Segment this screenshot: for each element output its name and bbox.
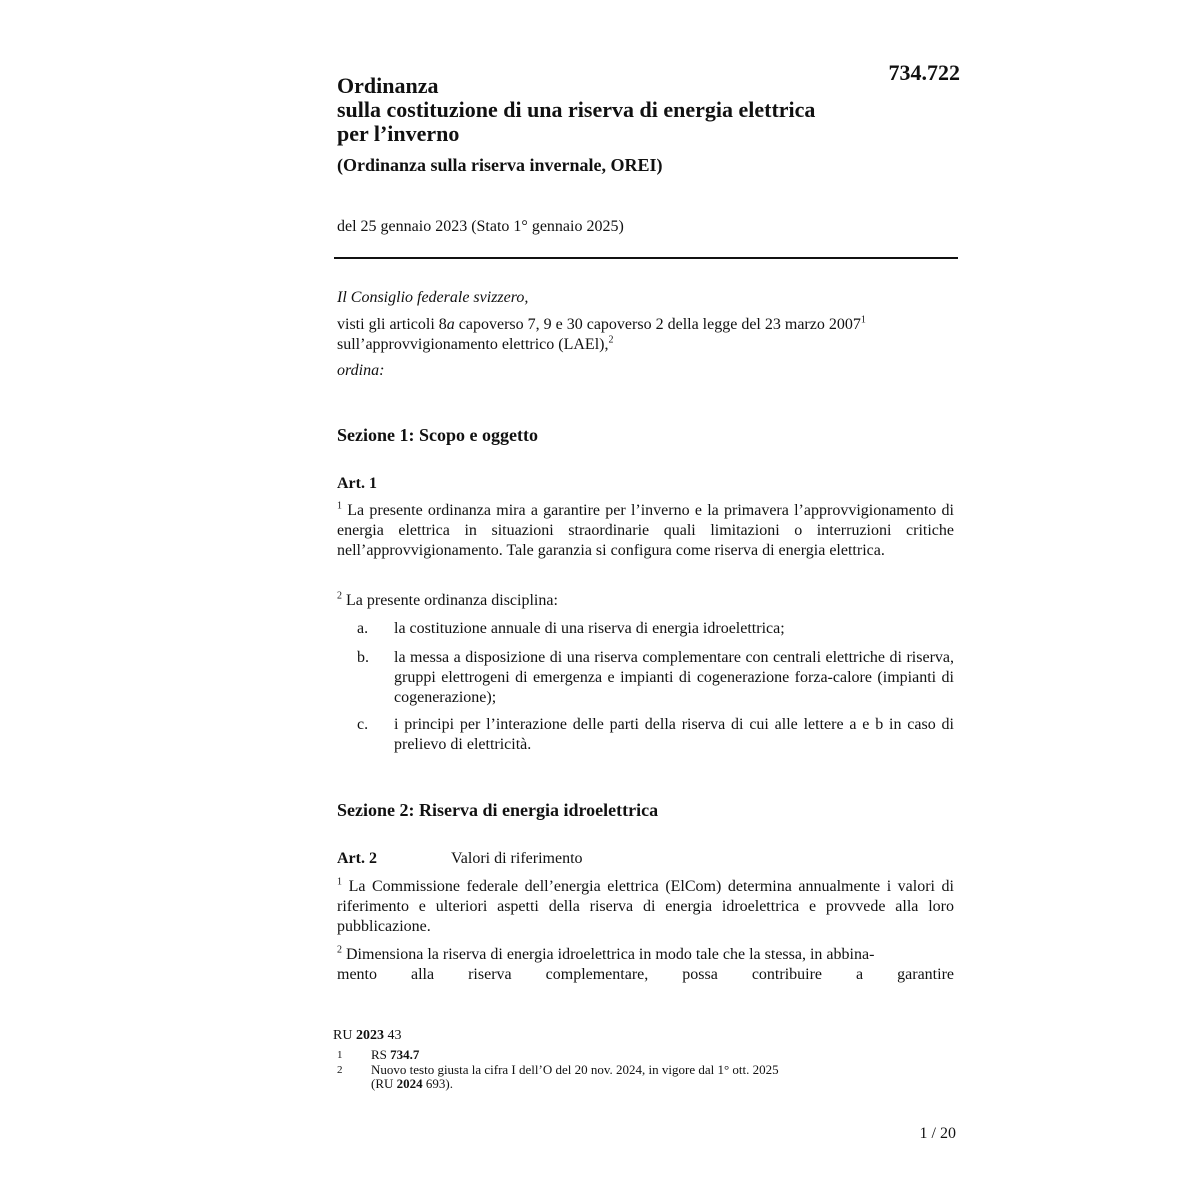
footnote-1 xyxy=(333,1048,933,1062)
document-title xyxy=(337,74,897,146)
list-letter: b. xyxy=(357,649,369,666)
list-text: la costituzione annuale di una riserva di energia idroelettrica; xyxy=(394,620,785,637)
footnote-text-pre: RS xyxy=(371,1047,391,1062)
footnote-number: 2 xyxy=(337,1064,343,1076)
footnote-line-1: Nuovo testo giusta la cifra I dell’O del 20 nov. 2024, in vigore dal 1° ott. 2025 xyxy=(371,1062,779,1077)
paragraph-number: 1 xyxy=(337,500,342,512)
footnote-text xyxy=(371,1048,911,1062)
list-text: la messa a disposizione di una riserva complementare con centrali elettriche di riserva, gruppi elettrogeni di emergenza e impianti di cogenerazione forza-calore (impianti di cogenerazione); xyxy=(394,649,954,706)
paragraph-text: Dimensiona la riserva di energia idroelettrica in modo tale che la stessa, in abbina- xyxy=(346,946,875,963)
list-item-c xyxy=(337,715,957,755)
paragraph-line-1 xyxy=(337,945,954,965)
legal-basis-text-b: capoverso 7, 9 e 30 capoverso 2 della legge del 23 marzo 2007 xyxy=(454,316,861,333)
ru-prefix: RU xyxy=(333,1028,356,1043)
preamble-order: ordina: xyxy=(337,362,385,379)
preamble-legal-basis xyxy=(337,315,977,355)
paragraph-number: 2 xyxy=(337,590,342,602)
legal-basis-text-a: visti gli articoli 8 xyxy=(337,316,447,333)
ru-year: 2023 xyxy=(355,1028,384,1043)
footnote-line-2-pre: (RU xyxy=(371,1076,397,1091)
paragraph-text: La presente ordinanza mira a garantire per l’inverno e la primavera l’approvvigionamento di energia elettrica in situazioni straordinarie quali limitazioni o interruzioni critiche nell’approvvigionamento. Tale garanzia si configura come riserva di energia elettrica. xyxy=(337,502,954,559)
article-1-paragraph-2 xyxy=(337,591,954,611)
date-status-line: del 25 gennaio 2023 (Stato 1° gennaio 2025) xyxy=(337,218,624,235)
article-1-paragraph-1 xyxy=(337,501,954,561)
article-2-paragraph-1 xyxy=(337,877,954,937)
title-line-1: Ordinanza xyxy=(337,73,439,98)
footnote-line-2-post: 693). xyxy=(422,1076,453,1091)
list-item-b xyxy=(337,648,957,708)
article-2-number: Art. 2 xyxy=(337,850,377,867)
section-2-heading: Sezione 2: Riserva di energia idroelettrica xyxy=(337,800,659,820)
legal-basis-italic-letter: a xyxy=(446,316,455,333)
footnote-line-2-bold: 2024 xyxy=(396,1076,423,1091)
section-1-heading: Sezione 1: Scopo e oggetto xyxy=(337,425,538,445)
footnote-line-2 xyxy=(371,1077,911,1091)
legal-basis-line-2 xyxy=(337,335,977,355)
paragraph-text: La presente ordinanza disciplina: xyxy=(346,592,558,609)
footnote-number: 1 xyxy=(337,1049,343,1061)
title-line-2: sulla costituzione di una riserva di energia elettrica xyxy=(337,97,816,122)
preamble-authority: Il Consiglio federale svizzero, xyxy=(337,289,529,306)
list-letter: c. xyxy=(357,716,369,733)
paragraph-number: 1 xyxy=(337,876,342,888)
paragraph-line-2: mento alla riserva complementare, possa contribuire a garantire xyxy=(337,966,954,983)
footnote-2 xyxy=(333,1063,933,1093)
footnote-ref-1[interactable]: 1 xyxy=(860,314,866,326)
short-title: (Ordinanza sulla riserva invernale, OREI) xyxy=(337,155,663,175)
article-1-number: Art. 1 xyxy=(337,475,377,492)
list-item-a xyxy=(337,619,957,639)
title-line-3: per l’inverno xyxy=(337,121,460,146)
header-divider xyxy=(334,257,958,259)
official-compilation-ref xyxy=(333,1027,401,1045)
article-2-title: Valori di riferimento xyxy=(451,850,583,867)
paragraph-number: 2 xyxy=(337,944,342,956)
paragraph-text: La Commissione federale dell’energia elettrica (ElCom) determina annualmente i valori di riferimento e ulteriori aspetti della riserva di energia idroelettrica e provvede alla loro pubblicazione. xyxy=(337,878,955,935)
list-text: i principi per l’interazione delle parti della riserva di cui alle lettere a e b in caso di prelievo di elettricità. xyxy=(394,716,954,753)
sr-number: 734.722 xyxy=(888,60,960,85)
legal-basis-text-c: sull’approvvigionamento elettrico (LAEl), xyxy=(337,336,609,353)
ru-page: 43 xyxy=(383,1028,402,1043)
footnote-text-bold: 734.7 xyxy=(390,1047,420,1062)
legal-basis-line-1 xyxy=(337,315,977,335)
footnote-ref-2[interactable]: 2 xyxy=(608,334,614,346)
article-2-paragraph-2 xyxy=(337,945,954,985)
page-number: 1 / 20 xyxy=(919,1125,956,1142)
list-letter: a. xyxy=(357,620,369,637)
footnote-text xyxy=(371,1063,911,1091)
